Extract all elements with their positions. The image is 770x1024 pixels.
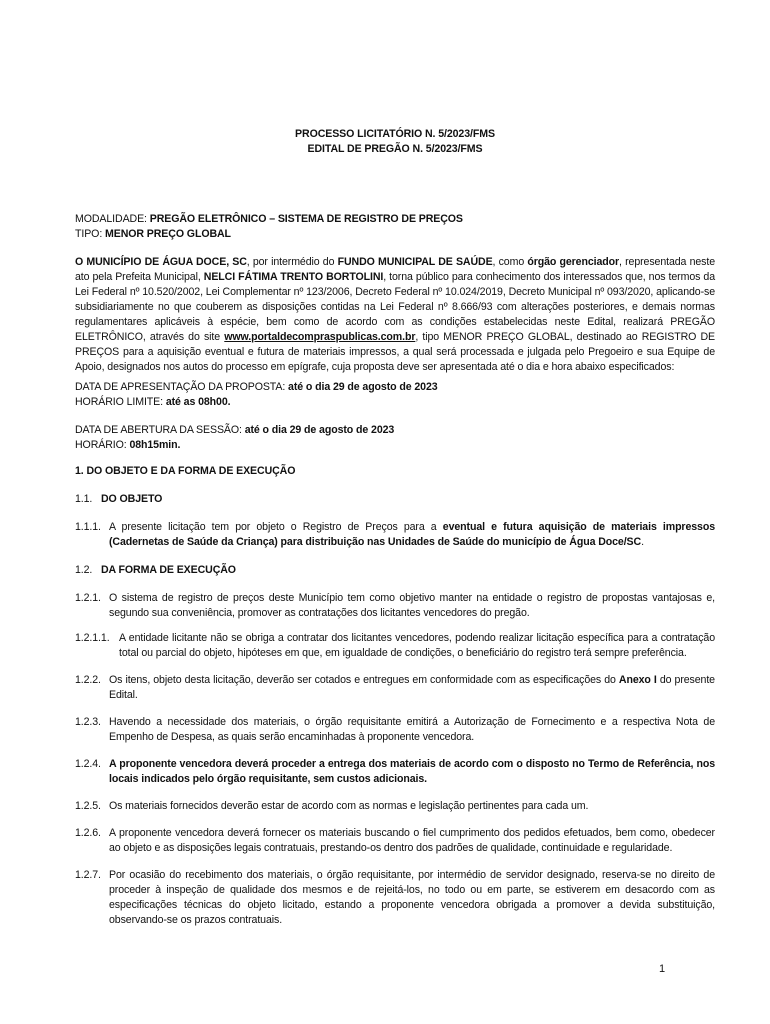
proposal-dates bbox=[75, 380, 715, 410]
item-1-2-5-number: 1.2.5. bbox=[75, 800, 101, 812]
section-1-1-title: DO OBJETO bbox=[101, 493, 163, 505]
item-1-2-2-number: 1.2.2. bbox=[75, 674, 101, 686]
document-titles bbox=[75, 127, 715, 157]
item-1-2-6-text: A proponente vencedora deverá fornecer os materiais buscando o fiel cumprimento dos pedidos efetuados, bem como, obedecer ao objeto e as disposições legais contratuais, prestando-os dentro dos padrões de qualidade, continuidade e regularidade. bbox=[109, 827, 715, 854]
section-1-heading: 1. DO OBJETO E DA FORMA DE EXECUÇÃO bbox=[75, 465, 296, 477]
limit-time-line: HORÁRIO LIMITE: até as 08h00. bbox=[75, 396, 231, 408]
item-1-2-6-number: 1.2.6. bbox=[75, 827, 101, 839]
opening-time-line: HORÁRIO: 08h15min. bbox=[75, 439, 181, 451]
modality-block bbox=[75, 212, 715, 242]
item-1-1-1-number: 1.1.1. bbox=[75, 521, 101, 533]
item-1-2-1-text: O sistema de registro de preços deste Município tem como objetivo manter na entidade o registro de propostas vantajosas e, segundo sua conveniência, promover as contratações dos licitantes vencedores do pregão. bbox=[109, 592, 715, 619]
item-1-2-7-number: 1.2.7. bbox=[75, 869, 101, 881]
type-line: TIPO: MENOR PREÇO GLOBAL bbox=[75, 228, 231, 240]
item-1-2-3-number: 1.2.3. bbox=[75, 716, 101, 728]
item-1-2-5-text: Os materiais fornecidos deverão estar de acordo com as normas e legislação pertinentes para cada um. bbox=[109, 800, 589, 812]
item-1-2-4-number: 1.2.4. bbox=[75, 758, 101, 770]
session-dates bbox=[75, 423, 715, 453]
section-1-2-number: 1.2. bbox=[75, 564, 93, 576]
item-1-2-7-text: Por ocasião do recebimento dos materiais, o órgão requisitante, por intermédio de servidor designado, reserva-se no direito de proceder à inspeção de qualidade dos mesmos e de rejeitá-los, no todo ou em parte, se estiverem em desacordo com as especificações técnicas do objeto licitado, estando a proponente vencedora obrigada a promover a devida substituição, observando-se os prazos contratuais. bbox=[109, 869, 715, 926]
section-1-2-title: DA FORMA DE EXECUÇÃO bbox=[101, 564, 236, 576]
item-1-1-1-text: A presente licitação tem por objeto o Registro de Preços para a eventual e futura aquisição de materiais impressos (Cadernetas de Saúde da Criança) para distribuição nas Unidades de Saúde do município de Água Doce/SC. bbox=[109, 521, 715, 548]
edital-title: EDITAL DE PREGÃO N. 5/2023/FMS bbox=[307, 143, 483, 155]
modality-line: MODALIDADE: PREGÃO ELETRÔNICO – SISTEMA DE REGISTRO DE PREÇOS bbox=[75, 213, 463, 225]
item-1-2-1-1-number: 1.2.1.1. bbox=[75, 632, 110, 644]
item-1-2-3-text: Havendo a necessidade dos materiais, o órgão requisitante emitirá a Autorização de Fornecimento e a respectiva Nota de Empenho de Despesa, as quais serão encaminhadas à proponente vencedora. bbox=[109, 716, 715, 743]
proposal-date-line: DATA DE APRESENTAÇÃO DA PROPOSTA: até o dia 29 de agosto de 2023 bbox=[75, 381, 438, 393]
process-title: PROCESSO LICITATÓRIO N. 5/2023/FMS bbox=[295, 128, 495, 140]
opening-date-line: DATA DE ABERTURA DA SESSÃO: até o dia 29 de agosto de 2023 bbox=[75, 424, 395, 436]
item-1-2-1-1-text: A entidade licitante não se obriga a contratar dos licitantes vencedores, podendo realizar licitação específica para a contratação total ou parcial do objeto, hipóteses em que, em igualdade de condições, o beneficiário do registro terá sempre preferência. bbox=[119, 632, 715, 659]
section-1-1-number: 1.1. bbox=[75, 493, 93, 505]
intro-paragraph: O MUNICÍPIO DE ÁGUA DOCE, SC, por intermédio do FUNDO MUNICIPAL DE SAÚDE, como órgão gerenciador, representada neste ato pela Prefeita Municipal, NELCI FÁTIMA TRENTO BORTOLINI, torna público para conhecimento dos interessados que, nos termos da Lei Federal nº 10.520/2002, Lei Complementar nº 123/2006, Decreto Federal nº 10.024/2019, Decreto Municipal nº 093/2020, aplicando-se subsidiariamente no que couberem as disposições contidas na Lei Federal nº 8.666/93 com alterações posteriores, e demais normas regulamentares aplicáveis à espécie, bem como de acordo com as condições estabelecidas neste Edital, realizará PREGÃO ELETRÔNICO, através do site www.portaldecompraspublicas.com.br, tipo MENOR PREÇO GLOBAL, destinado ao REGISTRO DE PREÇOS para a aquisição eventual e futura de materiais impressos, a qual será processada e julgada pelo Pregoeiro e sua Equipe de Apoio, designados nos autos do processo em epígrafe, cuja proposta deve ser apresentada até o dia e hora abaixo especificados: bbox=[75, 256, 715, 373]
item-1-2-4-text: A proponente vencedora deverá proceder a entrega dos materiais de acordo com o disposto no Termo de Referência, nos locais indicados pelo órgão requisitante, sem custos adicionais. bbox=[109, 758, 715, 785]
item-1-2-1-number: 1.2.1. bbox=[75, 592, 101, 604]
page-number: 1 bbox=[659, 963, 666, 975]
item-1-2-2-text: Os itens, objeto desta licitação, deverão ser cotados e entregues em conformidade com as especificações do Anexo I do presente Edital. bbox=[109, 674, 715, 701]
portal-link[interactable]: www.portaldecompraspublicas.com.br bbox=[224, 331, 416, 343]
